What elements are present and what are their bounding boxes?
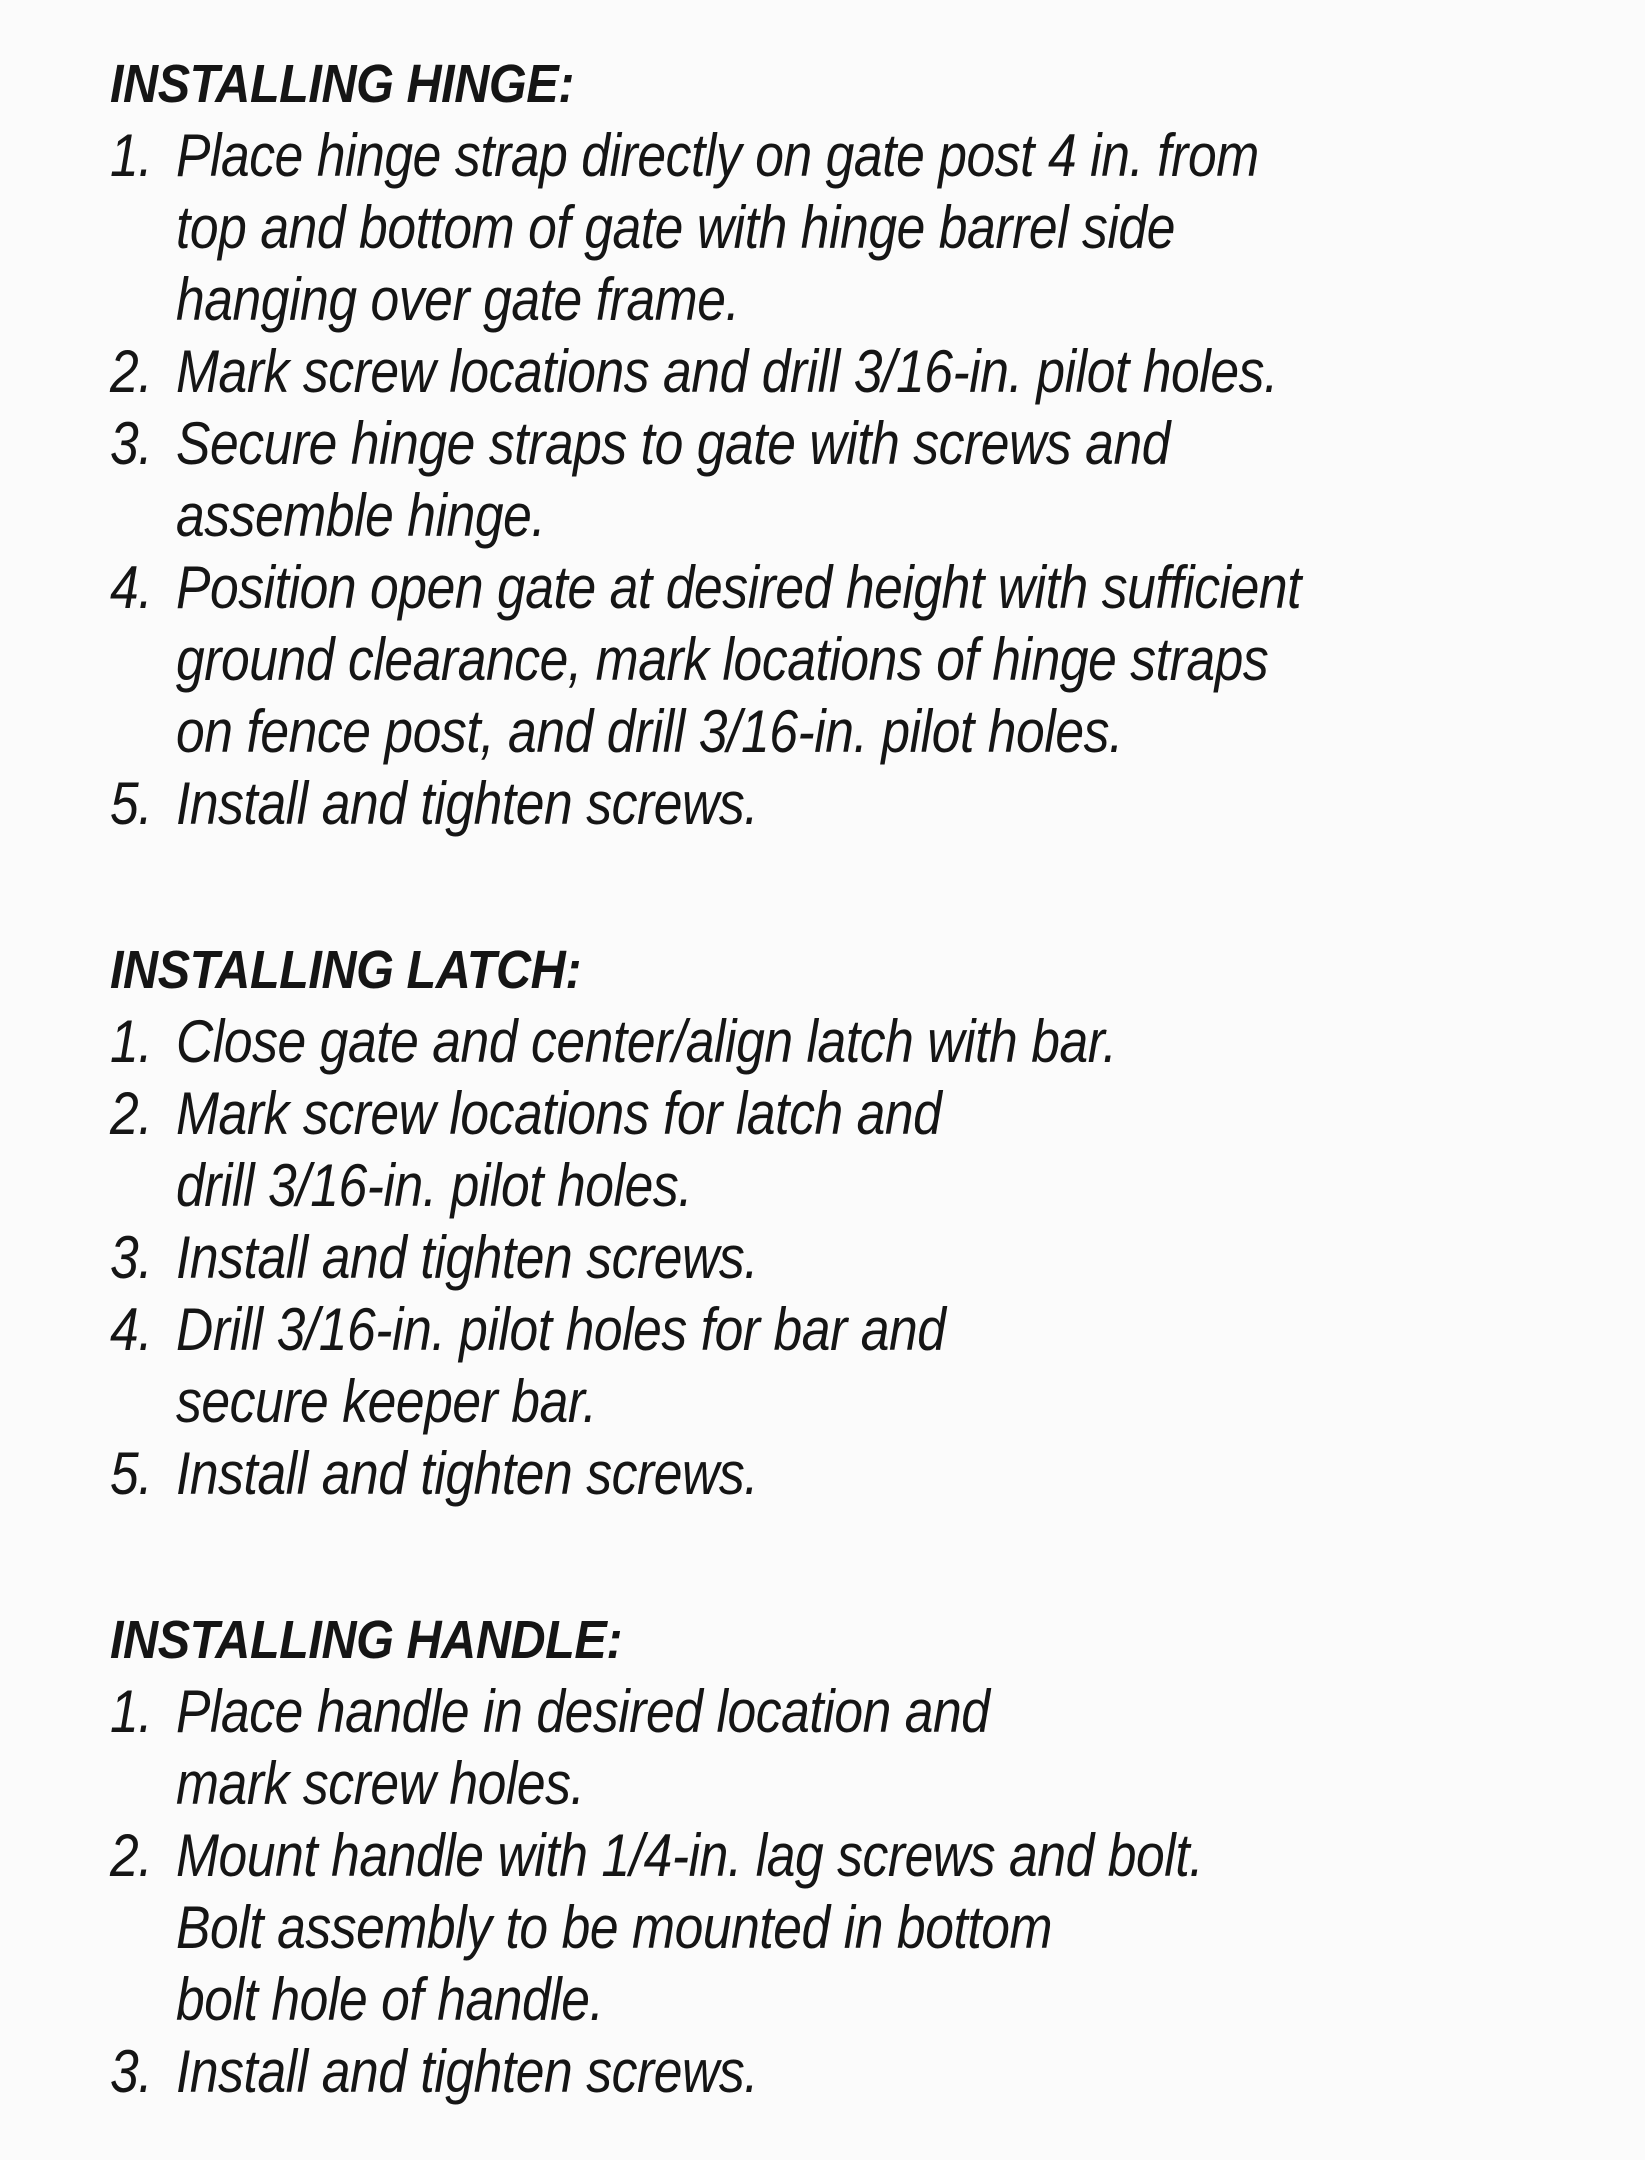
step-number: 2.: [110, 1080, 153, 1147]
step-number: 3.: [110, 410, 153, 477]
step-item: [110, 1006, 1610, 1078]
step-item: [110, 1294, 1610, 1438]
step-number: 1.: [110, 1678, 153, 1745]
step-text-line: hanging over gate frame.: [176, 266, 740, 333]
step-text-line: Place handle in desired location and: [176, 1678, 990, 1745]
step-text-line: Mark screw locations for latch and: [176, 1080, 942, 1147]
step-text-line: on fence post, and drill 3/16-in. pilot holes.: [176, 698, 1123, 765]
step-text-line: Drill 3/16-in. pilot holes for bar and: [176, 1296, 946, 1363]
step-number: 2.: [110, 1822, 153, 1889]
step-text-line: Close gate and center/align latch with bar.: [176, 1008, 1117, 1075]
step-item: [110, 768, 1610, 840]
step-number: 3.: [110, 2038, 153, 2105]
step-list: [110, 1006, 1610, 1510]
section-heading: INSTALLING HINGE:: [110, 54, 574, 114]
step-number: 1.: [110, 122, 153, 189]
step-text-line: Position open gate at desired height with sufficient: [176, 554, 1302, 621]
section-heading: INSTALLING HANDLE:: [110, 1610, 623, 1670]
section-installing-handle: [110, 1604, 1610, 2108]
step-text-line: ground clearance, mark locations of hinge straps: [176, 626, 1269, 693]
step-text-line: Mount handle with 1/4-in. lag screws and bolt.: [176, 1822, 1204, 1889]
step-text-line: top and bottom of gate with hinge barrel side: [176, 194, 1175, 261]
step-text-line: Mark screw locations and drill 3/16-in. pilot holes.: [176, 338, 1278, 405]
step-text-line: Install and tighten screws.: [176, 770, 759, 837]
step-text-line: bolt hole of handle.: [176, 1966, 604, 2033]
step-text-line: secure keeper bar.: [176, 1368, 597, 1435]
step-number: 3.: [110, 1224, 153, 1291]
step-text-line: Install and tighten screws.: [176, 1440, 759, 1507]
instruction-document: [110, 48, 1610, 2108]
step-number: 4.: [110, 554, 153, 621]
step-item: [110, 2036, 1610, 2108]
step-text-line: Place hinge strap directly on gate post 4 in. from: [176, 122, 1259, 189]
step-number: 1.: [110, 1008, 153, 1075]
step-item: [110, 408, 1610, 552]
step-item: [110, 1820, 1610, 2036]
section-installing-latch: [110, 934, 1610, 1510]
section-heading: INSTALLING LATCH:: [110, 940, 582, 1000]
step-number: 4.: [110, 1296, 153, 1363]
step-list: [110, 1676, 1610, 2108]
step-list: [110, 120, 1610, 840]
step-item: [110, 1078, 1610, 1222]
step-item: [110, 1676, 1610, 1820]
step-number: 5.: [110, 770, 153, 837]
step-text-line: assemble hinge.: [176, 482, 546, 549]
step-text-line: Install and tighten screws.: [176, 1224, 759, 1291]
step-item: [110, 1222, 1610, 1294]
step-number: 5.: [110, 1440, 153, 1507]
step-text-line: mark screw holes.: [176, 1750, 585, 1817]
step-item: [110, 120, 1610, 336]
section-installing-hinge: [110, 48, 1610, 840]
step-text-line: Secure hinge straps to gate with screws and: [176, 410, 1170, 477]
step-text-line: drill 3/16-in. pilot holes.: [176, 1152, 693, 1219]
step-number: 2.: [110, 338, 153, 405]
step-item: [110, 1438, 1610, 1510]
step-text-line: Install and tighten screws.: [176, 2038, 759, 2105]
step-item: [110, 552, 1610, 768]
step-item: [110, 336, 1610, 408]
step-text-line: Bolt assembly to be mounted in bottom: [176, 1894, 1053, 1961]
